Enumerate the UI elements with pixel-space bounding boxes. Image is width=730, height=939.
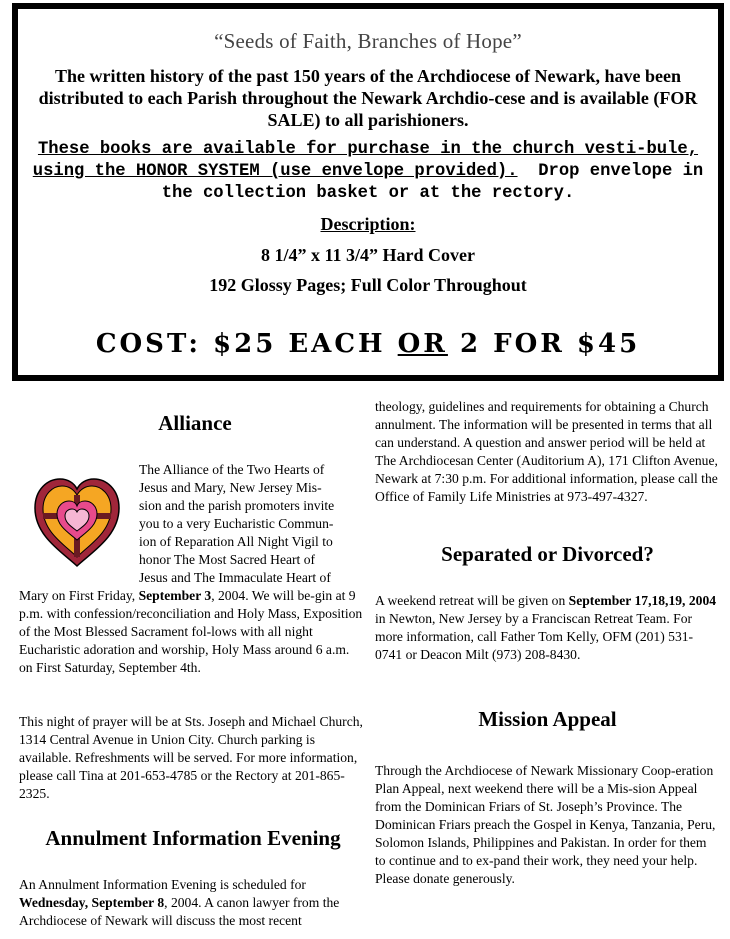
alliance-paragraph-1 xyxy=(19,587,364,677)
annulment-continued: theology, guidelines and requirements for obtaining a Church annulment. The information will be presented in terms that all can understand. A question and answer period will be held at The Archdiocesan Center (Auditorium A), 171 Clifton Avenue, Newark at 7:30 p.m. For additional information, please call the Office of Family Life Ministries at 973-497-4327. xyxy=(375,399,718,504)
alliance-line: sion and the parish promoters invite xyxy=(139,498,335,513)
book-pages: 192 Glossy Pages; Full Color Throughout xyxy=(209,275,527,295)
alliance-heading: Alliance xyxy=(158,411,232,435)
separated-paragraph xyxy=(375,592,720,664)
date: September 17,18,19, 2004 xyxy=(568,593,717,608)
mission-heading: Mission Appeal xyxy=(478,707,617,731)
text: , 2004. We will be-gin at 9 p.m. with confession/reconciliation and Holy Mass, Exposition of the Most Blessed Sacrament fol-lows with all night Eucharistic adoration and worship, Holy Mass around 6 a.m. on First Saturday, September 4th. xyxy=(19,588,363,675)
text: in Newton, New Jersey by a Franciscan Retreat Team. For more information, call Father Tom Kelly, OFM (201) 531-0741 or Deacon Milt (973) 208-8430. xyxy=(375,611,694,662)
mission-paragraph: Through the Archdiocese of Newark Missionary Coop-eration Plan Appeal, next weekend there will be a Mis-sion Appeal from the Dominican Friars of St. Joseph’s Province. The Dominican Friars preach the Gospel in Kenya, Tanzania, Peru, Solomon Islands, Philippines and Pakistan. In order for them to continue and to ex-pand their work, they need your help. Please donate generously. xyxy=(375,763,716,886)
book-intro: The written history of the past 150 years of the Archdiocese of Newark, have been distributed to each Parish throughout the Newark Archdio-cese and is available (FOR SALE) to all parishioners. xyxy=(38,66,698,130)
text: An Annulment Information Evening is scheduled for xyxy=(19,877,306,892)
cost-part-b: 2 FOR $45 xyxy=(447,329,641,359)
separated-heading: Separated or Divorced? xyxy=(441,542,654,566)
alliance-wrap-text xyxy=(139,461,364,587)
description-label: Description: xyxy=(320,214,416,234)
date: Wednesday, September 8 xyxy=(19,895,165,910)
cost-part-a: COST: $25 EACH xyxy=(95,329,398,359)
purchase-underlined: These books are available for purchase in the church vesti-bule, using the HONOR SYSTEM (use envelope provided). xyxy=(32,140,699,181)
alliance-line: Jesus and Mary, New Jersey Mis- xyxy=(139,480,322,495)
annulment-heading: Annulment Information Evening xyxy=(45,826,341,850)
alliance-line: ion of Reparation All Night Vigil to xyxy=(139,534,333,549)
alliance-line: honor The Most Sacred Heart of xyxy=(139,552,316,567)
purchase-rest: Drop envelope in the collection basket or at the rectory. xyxy=(161,162,704,203)
alliance-line: you to a very Eucharistic Commun- xyxy=(139,516,334,531)
alliance-paragraph-2: This night of prayer will be at Sts. Joseph and Michael Church, 1314 Central Avenue in Union City. Church parking is available. Refreshments will be served. For more information, please call Tina at 201-653-4785 or the Rectory at 201-865-2325. xyxy=(19,714,363,801)
sacred-heart-icon xyxy=(32,474,122,570)
date: September 3 xyxy=(138,588,212,603)
alliance-line: Jesus and The Immaculate Heart of xyxy=(139,570,331,585)
purchase-instructions xyxy=(26,139,710,205)
cost-or: OR xyxy=(397,329,448,359)
annulment-paragraph xyxy=(19,876,364,930)
alliance-line: The Alliance of the Two Hearts of xyxy=(139,462,325,477)
book-size: 8 1/4” x 11 3/4” Hard Cover xyxy=(261,245,475,265)
book-cost xyxy=(18,329,718,359)
text: Mary on First Friday, xyxy=(19,588,139,603)
text: A weekend retreat will be given on xyxy=(375,593,569,608)
text: , 2004. A canon lawyer from the Archdiocese of Newark will discuss the most recent xyxy=(19,895,340,928)
book-announcement-box xyxy=(12,3,724,381)
book-title: “Seeds of Faith, Branches of Hope” xyxy=(214,29,522,53)
